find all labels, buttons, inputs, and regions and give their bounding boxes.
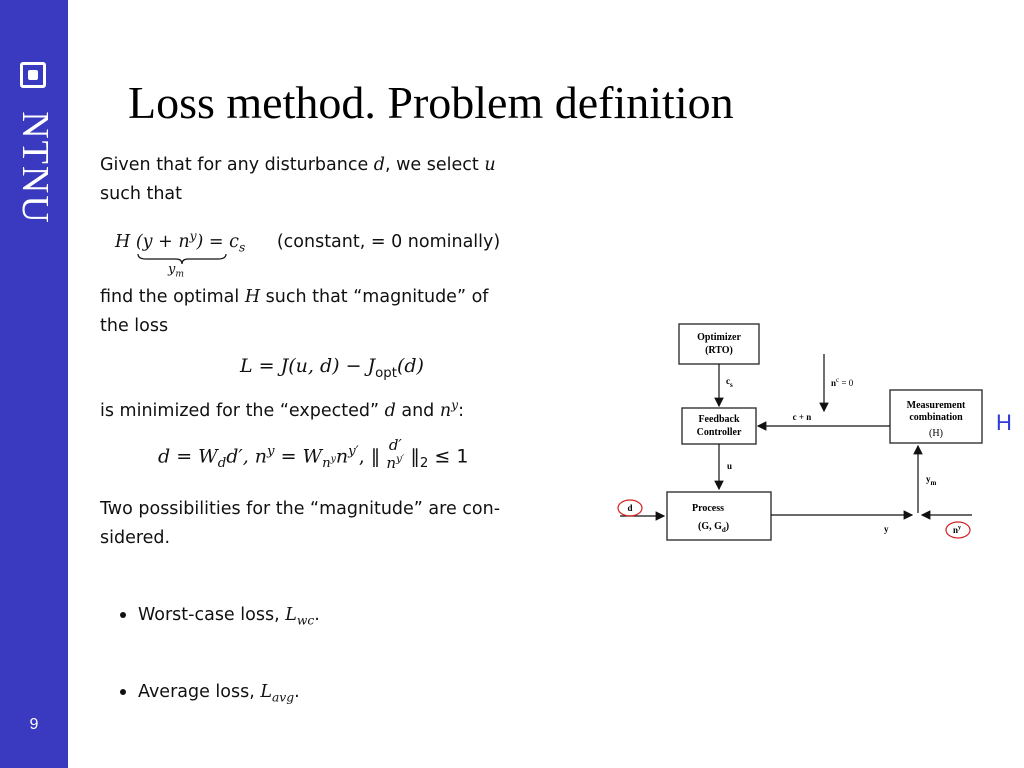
page-number: 9 bbox=[29, 716, 39, 733]
two-possibilities-line-2: sidered. bbox=[100, 528, 171, 548]
bullet-average: Average loss, $L_{avg}$. bbox=[120, 682, 300, 705]
brand-name: NTNU bbox=[14, 111, 56, 225]
control-block-diagram bbox=[606, 316, 986, 552]
process-block bbox=[667, 492, 771, 540]
svg-text:Feedback: Feedback bbox=[698, 414, 740, 425]
ym-label: $y_m$ bbox=[926, 474, 937, 487]
weights-equation: $d = W_dd'$, $n^y = W_{n^y}n^{y'}$, ‖ d′ $n^{y'}$ $‖_2 \le 1$ bbox=[158, 436, 469, 472]
svg-text:Controller: Controller bbox=[696, 427, 742, 438]
ntnu-logo-icon bbox=[20, 62, 46, 88]
measurement-combination-block bbox=[890, 390, 982, 443]
cn-label: c + n bbox=[792, 412, 812, 422]
minimized-line: is minimized for the “expected” d and $n^y$: bbox=[100, 398, 464, 421]
bullet-dot-icon bbox=[120, 689, 126, 695]
y-label: y bbox=[884, 524, 889, 534]
u-label: u bbox=[727, 461, 733, 471]
sidebar bbox=[0, 0, 68, 768]
ny-label: $n^y$ bbox=[953, 525, 962, 535]
svg-text:(H): (H) bbox=[929, 428, 943, 439]
loss-equation: L = J(u, $d) - J_{opt}(d)$ bbox=[240, 355, 424, 381]
svg-text:combination: combination bbox=[909, 412, 963, 423]
feedback-controller-block bbox=[682, 408, 756, 444]
find-line-1: find the optimal H such that “magnitude” of bbox=[100, 287, 489, 307]
cs-label: $c_s$ bbox=[726, 376, 733, 389]
d-label: d bbox=[627, 503, 633, 513]
intro-line-2: such that bbox=[100, 184, 183, 204]
slide-title: Loss method. Problem definition bbox=[128, 77, 734, 128]
intro-line-1: Given that for any disturbance d, we select u bbox=[100, 155, 496, 175]
find-line-2: the loss bbox=[100, 316, 169, 336]
h-side-label: H bbox=[996, 410, 1012, 435]
svg-text:(G, Gd): (G, $G_d$) bbox=[698, 521, 730, 534]
svg-text:Process: Process bbox=[692, 503, 725, 514]
svg-text:Optimizer: Optimizer bbox=[697, 332, 741, 343]
two-possibilities-line-1: Two possibilities for the “magnitude” are con- bbox=[100, 499, 501, 519]
svg-text:(RTO): (RTO) bbox=[705, 345, 733, 356]
optimizer-block bbox=[679, 324, 759, 364]
svg-text:Measurement: Measurement bbox=[906, 400, 966, 411]
equation-hold-constant: H $(y + n^y) = c_s$ (constant, = 0 nominally) bbox=[115, 229, 501, 255]
bullet-worst-case: Worst-case loss, $L_{wc}$. bbox=[120, 605, 320, 628]
bullet-dot-icon bbox=[120, 612, 126, 618]
underbrace-label: $y_m$ bbox=[168, 262, 184, 280]
nc-label: $n^c = 0$ bbox=[831, 376, 854, 388]
